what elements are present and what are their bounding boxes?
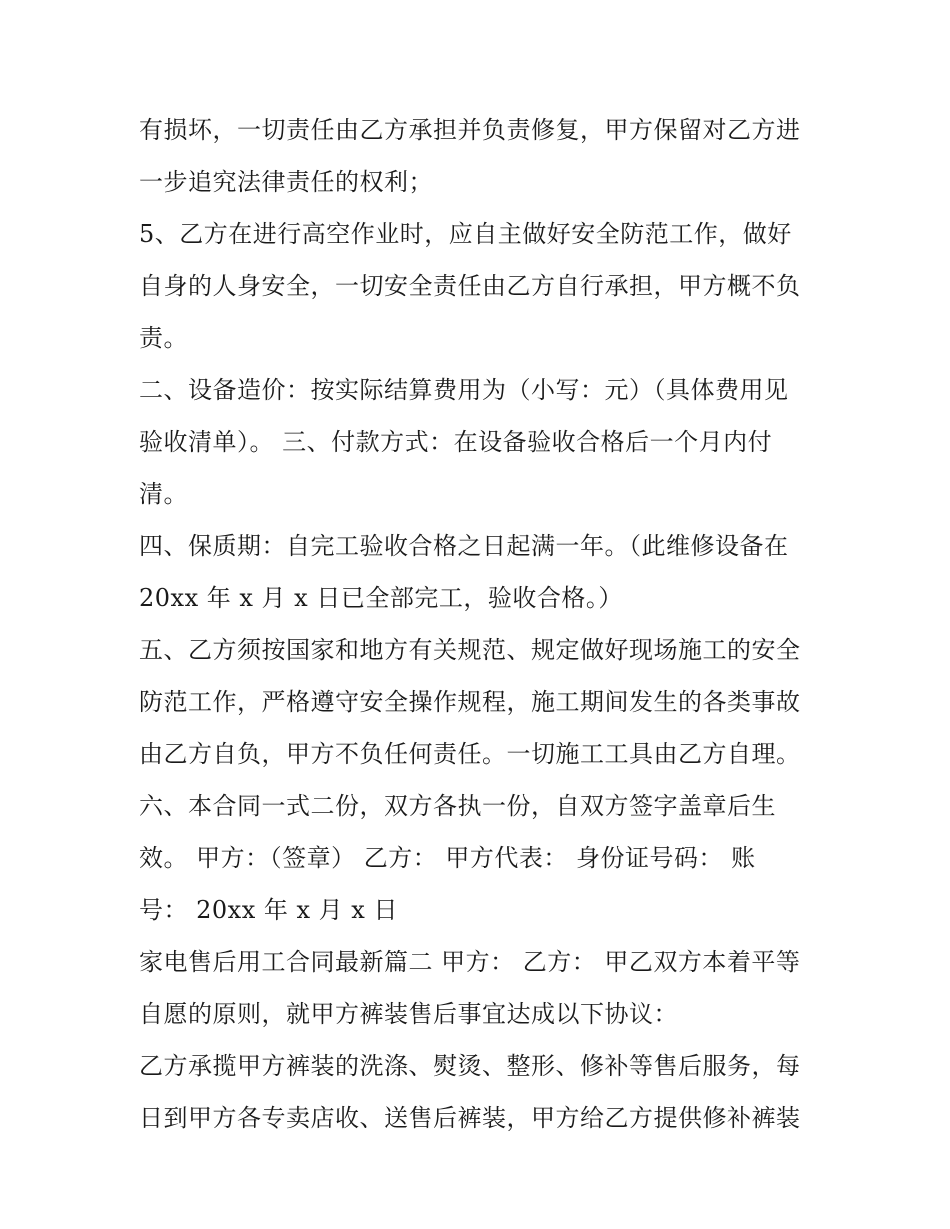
text-line-2: 一步追究法律责任的权利；	[139, 168, 433, 196]
text-line-6: 二、设备造价：按实际结算费用为（小写：元）（具体费用见	[139, 376, 789, 404]
text-line-7: 验收清单）。 三、付款方式：在设备验收合格后一个月内付	[139, 428, 773, 456]
text-line-19: 乙方承揽甲方裤装的洗涤、熨烫、整形、修补等售后服务，每	[139, 1052, 801, 1080]
text-line-11: 五、乙方须按国家和地方有关规范、规定做好现场施工的安全	[139, 636, 801, 664]
text-line-8: 清。	[139, 480, 188, 508]
text-line-3: 5、乙方在进行高空作业时，应自主做好安全防范工作，做好	[139, 220, 792, 248]
text-line-15: 效。 甲方：（签章） 乙方： 甲方代表： 身份证号码： 账	[139, 844, 756, 872]
text-line-20: 日到甲方各专卖店收、送售后裤装，甲方给乙方提供修补裤装	[139, 1104, 801, 1132]
text-line-4: 自身的人身安全，一切安全责任由乙方自行承担，甲方概不负	[139, 272, 801, 300]
text-line-13: 由乙方自负，甲方不负任何责任。一切施工工具由乙方自理。	[139, 740, 801, 768]
text-line-1: 有损坏，一切责任由乙方承担并负责修复，甲方保留对乙方进	[139, 116, 801, 144]
text-line-10: 20xx 年 x 月 x 日已全部完工，验收合格。）	[139, 584, 623, 612]
text-line-16: 号： 20xx 年 x 月 x 日	[139, 896, 398, 924]
text-line-5: 责。	[139, 324, 188, 352]
text-line-9: 四、保质期：自完工验收合格之日起满一年。（此维修设备在	[139, 532, 789, 560]
text-line-14: 六、本合同一式二份，双方各执一份，自双方签字盖章后生	[139, 792, 776, 820]
text-line-17: 家电售后用工合同最新篇二 甲方： 乙方： 甲乙双方本着平等	[139, 948, 801, 976]
text-line-18: 自愿的原则，就甲方裤装售后事宜达成以下协议：	[139, 1000, 678, 1028]
text-line-12: 防范工作，严格遵守安全操作规程，施工期间发生的各类事故	[139, 688, 801, 716]
